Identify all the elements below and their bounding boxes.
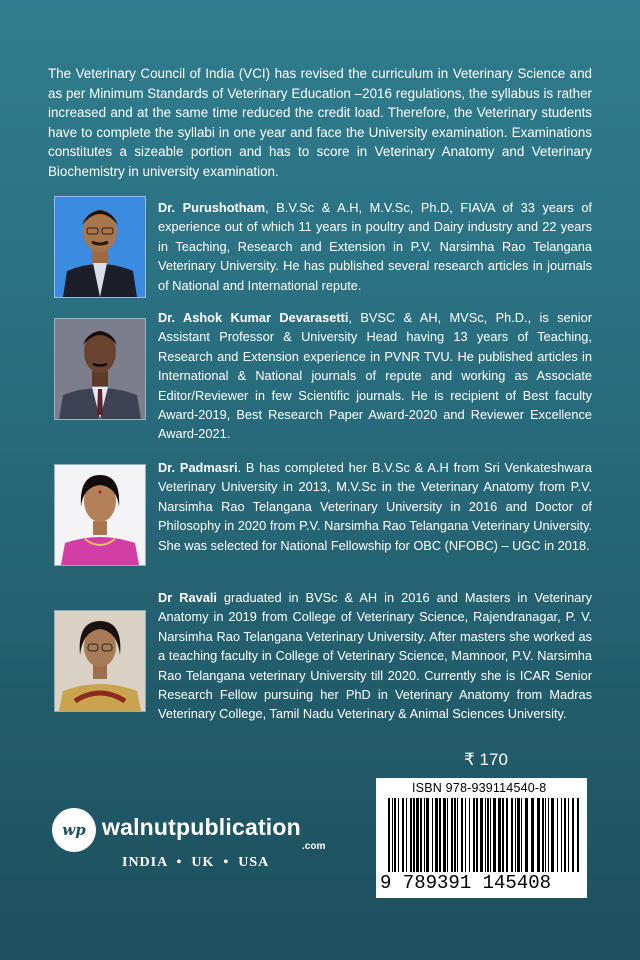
author-name: Dr. Padmasri — [158, 460, 238, 475]
author-ravali — [54, 590, 593, 722]
barcode-bars — [380, 798, 584, 872]
author-photo — [54, 196, 146, 298]
author-padmasri — [54, 460, 592, 568]
barcode-bar — [537, 798, 540, 872]
barcode-bar — [502, 798, 504, 872]
barcode-bar — [572, 798, 574, 872]
publisher-countries: INDIA • UK • USA — [122, 855, 270, 870]
barcode-bar — [548, 798, 549, 872]
barcode-bar — [480, 798, 483, 872]
barcode-bar — [515, 798, 516, 872]
intro-paragraph: The Veterinary Council of India (VCI) has revised the curriculum in Veterinary Science and as per Minimum Standards of Veterinary Education –2016 regulations, the syllabus is rather increased and at the same time reduced the credit load. Therefore, the Veterinary students have to complete the syllabi in one year and face the University examination. Examinations constitutes a sizeable portion and has to score in Veterinary Anatomy and Veterinary Biochemistry in university examination. — [48, 66, 592, 179]
publisher-logo-mark: wp — [52, 808, 96, 852]
barcode-bar — [498, 798, 501, 872]
barcode-bar — [511, 798, 513, 872]
barcode-bar — [490, 798, 491, 872]
barcode-bar — [561, 798, 562, 872]
barcode-bar — [521, 798, 522, 872]
author-ashok-kumar — [54, 310, 592, 442]
author-bio: Dr. Padmasri. B has completed her B.V.Sc & A.H from Sri Venkateshwara Veterinary University in 2013, M.V.Sc in the Veterinary Anatomy from P.V. Narsimha Rao Telangana Veterinary University in 2016 and Doctor of Philosophy in 2020 from P.V. Narsimha Rao Telangana Veterinary University. She was selected for National Fellowship for OBC (NFOBC) – UGC in 2018. — [158, 460, 592, 553]
barcode-bar — [557, 798, 558, 872]
isbn-barcode — [376, 778, 587, 898]
barcode-bar — [454, 798, 456, 872]
barcode-bar — [402, 798, 404, 872]
barcode-bar — [531, 798, 534, 872]
barcode-bar — [473, 798, 475, 872]
barcode-digits: 9 789391 145408 — [380, 872, 552, 894]
barcode-bar — [517, 798, 520, 872]
barcode-bar — [435, 798, 438, 872]
barcode-bar — [461, 798, 463, 872]
barcode-bar — [388, 798, 390, 872]
author-photo — [54, 318, 146, 420]
barcode-bar — [525, 798, 528, 872]
barcode-bar — [506, 798, 508, 872]
barcode-bar — [443, 798, 446, 872]
barcode-bar — [577, 798, 579, 872]
barcode-bar — [493, 798, 496, 872]
author-bio: Dr. Ashok Kumar Devarasetti, BVSC & AH, MVSc, Ph.D., is senior Assistant Professor & University Head having 13 years of Teaching, Research and Extension experience in PVNR TVU. He published articles in International & National journals of repute and working as Associate Editor/Reviewer in few Scientific journals. He is recipient of Best faculty Award-2019, Best Research Paper Award-2020 and Reviewer Excellence Award-2021. — [158, 310, 592, 442]
barcode-bar — [447, 798, 448, 872]
author-photo — [54, 464, 146, 566]
author-name: Dr. Purushotham — [158, 200, 266, 215]
barcode-bar — [394, 798, 396, 872]
barcode-bar — [545, 798, 546, 872]
barcode-bar — [542, 798, 544, 872]
barcode-bar — [398, 798, 399, 872]
price: ₹ 170 — [464, 750, 508, 769]
barcode-bar — [424, 798, 425, 872]
barcode-bar — [451, 798, 453, 872]
barcode-bar — [465, 798, 466, 872]
author-name: Dr Ravali — [158, 590, 217, 605]
barcode-bar — [420, 798, 422, 872]
publisher-domain-suffix: .com — [302, 841, 326, 852]
barcode-bar — [476, 798, 478, 872]
barcode-bar — [564, 798, 566, 872]
author-bio: Dr Ravali graduated in BVSc & AH in 2016 and Masters in Veterinary Anatomy in 2019 from College of Veterinary Science, Rajendranagar, P. V. Narsimha Rao Telangana Veterinary University. After masters she worked as a teaching faculty in College of Veterinary Science, Mamnoor, P.V. Narsimha Rao Telangana veterinary University till 2020. Currently she is ICAR Senior Research Fellow pursuing her PhD in Veterinary Anatomy from Madras Veterinary College, Tamil Nadu Veterinary & Animal Sciences University. — [158, 590, 593, 722]
barcode-bar — [439, 798, 441, 872]
barcode-bar — [457, 798, 458, 872]
publisher-name: walnutpublication — [102, 814, 301, 840]
barcode-bar — [551, 798, 554, 872]
author-photo — [54, 610, 146, 712]
author-name: Dr. Ashok Kumar Devarasetti — [158, 310, 349, 325]
barcode-bar — [485, 798, 486, 872]
barcode-bar — [392, 798, 393, 872]
barcode-bar — [426, 798, 429, 872]
barcode-bar — [432, 798, 433, 872]
author-bio: Dr. Purushotham, B.V.Sc & A.H, M.V.Sc, Ph.D, FIAVA of 33 years of experience out of which 11 years in poultry and Dairy industry and 22 years in Teaching, Research and Extension in P.V. Narsimha Rao Telangana Veterinary University. He has published several research articles in journals of National and International repute. — [158, 200, 592, 293]
barcode-bar — [487, 798, 489, 872]
barcode-bar — [406, 798, 407, 872]
barcode-bar — [410, 798, 412, 872]
author-purushotham — [54, 196, 592, 300]
barcode-bar — [416, 798, 419, 872]
isbn-label: ISBN 978-939114540-8 — [412, 781, 547, 795]
barcode-bar — [469, 798, 470, 872]
barcode-bar — [413, 798, 415, 872]
barcode-bar — [568, 798, 569, 872]
